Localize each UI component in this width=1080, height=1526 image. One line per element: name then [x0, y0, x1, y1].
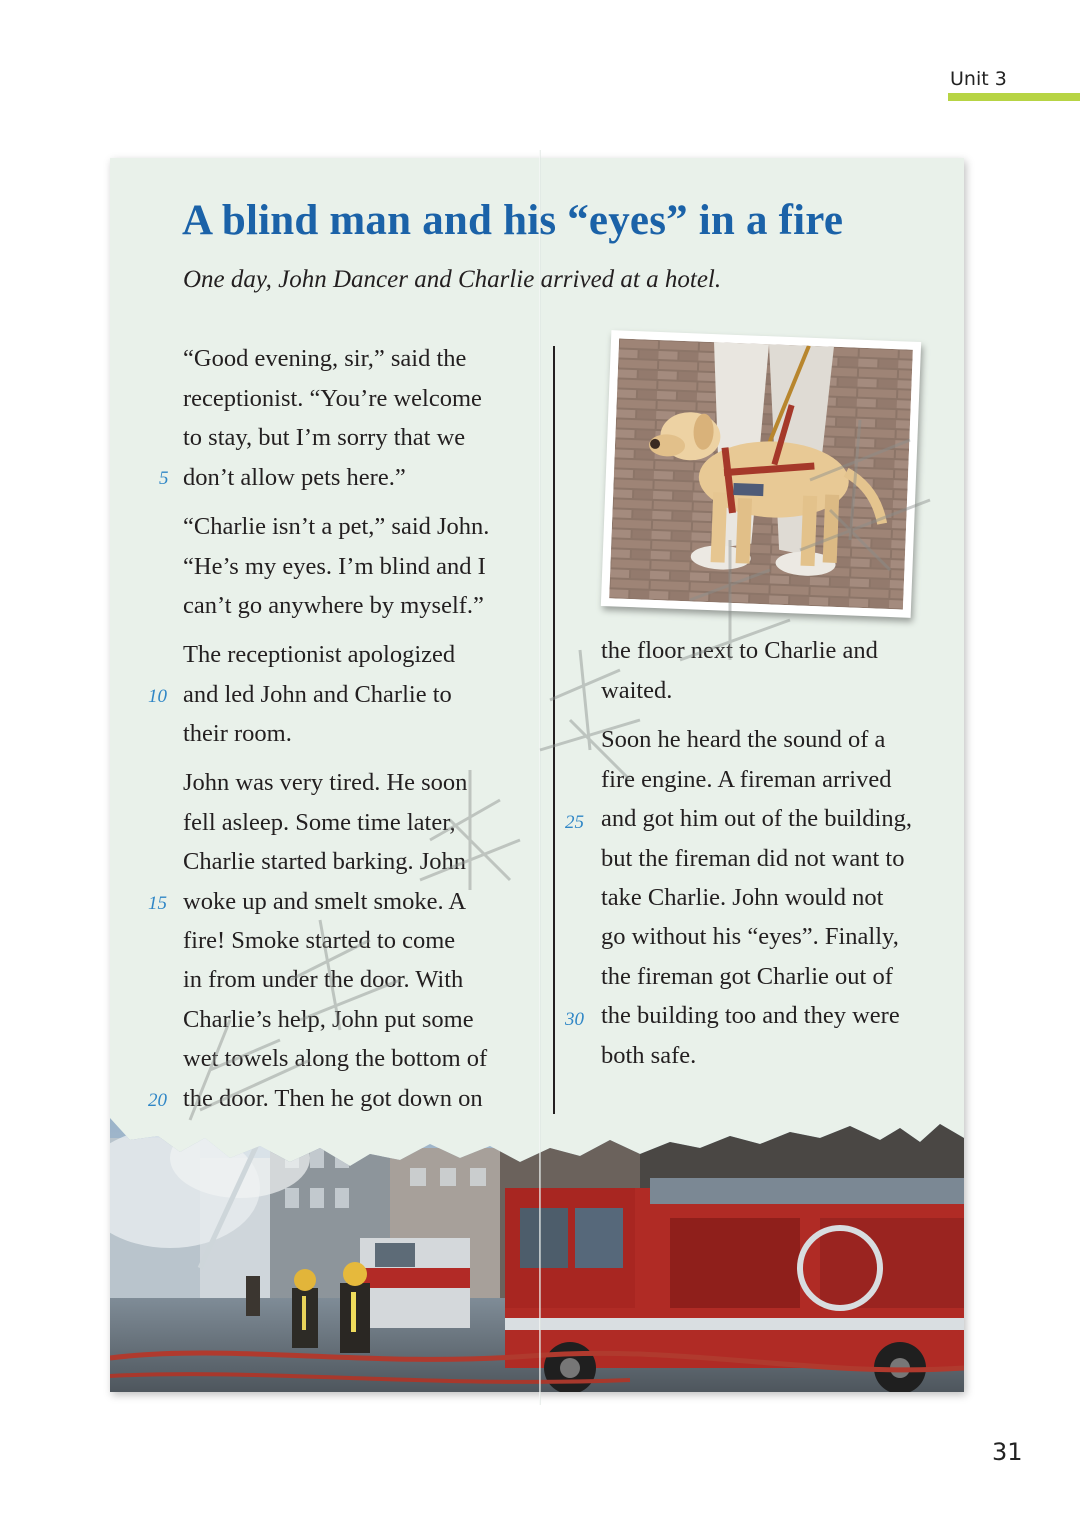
paragraph-line: their room. — [183, 720, 292, 747]
paragraph-line: go without his “eyes”. Finally, — [601, 923, 899, 950]
unit-label: Unit 3 — [950, 68, 1007, 90]
paragraph-line: and got him out of the building, — [601, 805, 912, 832]
unit-accent-bar — [948, 93, 1080, 101]
fire-engine-photo — [110, 1118, 964, 1392]
paragraph-line: woke up and smelt smoke. A — [183, 888, 467, 915]
paragraph-line: both safe. — [601, 1042, 697, 1069]
paragraph-line: the floor next to Charlie and — [601, 637, 878, 664]
paragraph-line: in from under the door. With — [183, 966, 464, 993]
line-number: 25 — [565, 812, 584, 833]
paragraph-line: fire! Smoke started to come — [183, 927, 456, 954]
column-divider — [553, 346, 555, 1114]
paragraph-line: can’t go anywhere by myself.” — [183, 592, 484, 619]
paragraph-line: to stay, but I’m sorry that we — [183, 424, 466, 451]
line-number: 10 — [148, 686, 167, 707]
page-fold-line — [539, 150, 541, 1405]
paragraph-line: Soon he heard the sound of a — [601, 726, 886, 753]
paragraph-line: take Charlie. John would not — [601, 884, 884, 911]
paragraph-line: the building too and they were — [601, 1002, 900, 1029]
page-number: 31 — [992, 1438, 1023, 1466]
guide-dog-photo — [601, 330, 921, 618]
line-number: 30 — [565, 1009, 584, 1030]
paragraph-line: “He’s my eyes. I’m blind and I — [183, 553, 486, 580]
line-number: 5 — [159, 468, 169, 489]
paragraph-line: John was very tired. He soon — [183, 769, 468, 796]
paragraph-line: Charlie started barking. John — [183, 848, 467, 875]
paragraph-line: don’t allow pets here.” — [183, 464, 406, 491]
paragraph-line: waited. — [601, 677, 673, 704]
paragraph-line: fell asleep. Some time later, — [183, 809, 456, 836]
paragraph-line: the door. Then he got down on — [183, 1085, 483, 1112]
paragraph-line: but the fireman did not want to — [601, 845, 905, 872]
article-subtitle: One day, John Dancer and Charlie arrived at a hotel. — [183, 266, 722, 293]
article-title: A blind man and his “eyes” in a fire — [182, 197, 844, 244]
paragraph-line: the fireman got Charlie out of — [601, 963, 893, 990]
paragraph-line: wet towels along the bottom of — [183, 1045, 488, 1072]
paragraph-line: “Charlie isn’t a pet,” said John. — [183, 513, 490, 540]
paragraph-line: receptionist. “You’re welcome — [183, 385, 482, 412]
paragraph-line: “Good evening, sir,” said the — [183, 345, 467, 372]
paragraph-line: fire engine. A fireman arrived — [601, 766, 892, 793]
line-number: 20 — [148, 1090, 167, 1111]
paragraph-line: The receptionist apologized — [183, 641, 456, 668]
line-number: 15 — [148, 893, 167, 914]
paragraph-line: Charlie’s help, John put some — [183, 1006, 474, 1033]
paragraph-line: and led John and Charlie to — [183, 681, 452, 708]
